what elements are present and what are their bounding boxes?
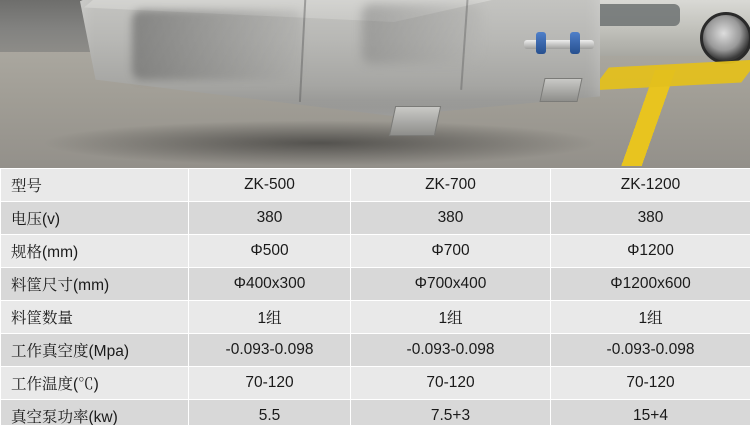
spec-value: 70-120	[551, 367, 750, 400]
spec-value: 70-120	[351, 367, 551, 400]
specification-table	[0, 168, 750, 425]
machine-foot	[539, 78, 582, 102]
spec-value: Φ700	[351, 235, 551, 268]
spec-value: Φ700x400	[351, 268, 551, 301]
spec-value: 7.5+3	[351, 400, 551, 425]
spec-value: Φ1200	[551, 235, 750, 268]
blue-valve-handle-icon	[570, 32, 580, 54]
table-row	[1, 235, 750, 268]
spec-value: -0.093-0.098	[351, 334, 551, 367]
spec-value: 1组	[551, 301, 750, 334]
table-row	[1, 301, 750, 334]
wheel-icon	[700, 12, 750, 64]
machine-foot	[389, 106, 441, 136]
pipe	[524, 40, 594, 49]
spec-label: 型号	[1, 169, 189, 202]
table-row	[1, 334, 750, 367]
spec-value: -0.093-0.098	[551, 334, 750, 367]
spec-value: 70-120	[189, 367, 351, 400]
spec-value: Φ400x300	[189, 268, 351, 301]
spec-value: ZK-500	[189, 169, 351, 202]
spec-label: 料筐尺寸(mm)	[1, 268, 189, 301]
spec-value: 1组	[189, 301, 351, 334]
spec-label: 规格(mm)	[1, 235, 189, 268]
spec-label: 电压(v)	[1, 202, 189, 235]
table-row	[1, 268, 750, 301]
spec-value: 380	[351, 202, 551, 235]
spec-value: -0.093-0.098	[189, 334, 351, 367]
spec-label: 料筐数量	[1, 301, 189, 334]
spec-value: ZK-1200	[551, 169, 750, 202]
spec-value: 1组	[351, 301, 551, 334]
spec-label: 工作真空度(Mpa)	[1, 334, 189, 367]
blue-valve-handle-icon	[536, 32, 546, 54]
stainless-steel-machine	[62, 0, 622, 152]
spec-value: 15+4	[551, 400, 750, 425]
table-row	[1, 367, 750, 400]
spec-value: 380	[189, 202, 351, 235]
table-row	[1, 169, 750, 202]
spec-label: 真空泵功率(kw)	[1, 400, 189, 425]
table-row	[1, 400, 750, 425]
product-photo	[0, 0, 750, 168]
spec-label: 工作温度(℃)	[1, 367, 189, 400]
table-row	[1, 202, 750, 235]
valve-assembly	[524, 32, 594, 58]
spec-value: ZK-700	[351, 169, 551, 202]
spec-value: 5.5	[189, 400, 351, 425]
spec-value: 380	[551, 202, 750, 235]
spec-value: Φ500	[189, 235, 351, 268]
machine-reflection	[132, 10, 302, 80]
spec-value: Φ1200x600	[551, 268, 750, 301]
